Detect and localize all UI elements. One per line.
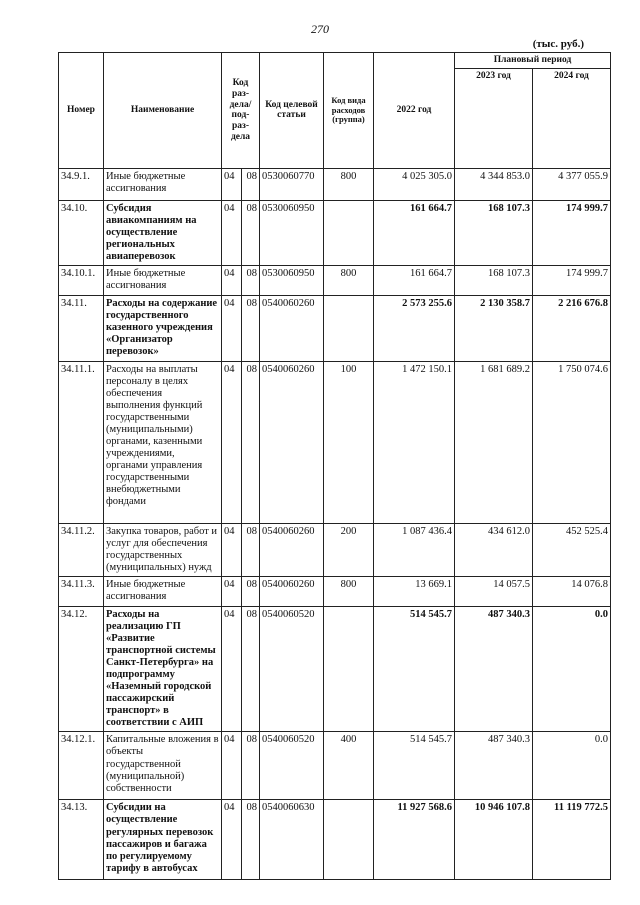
row-number: 34.11. — [59, 296, 104, 361]
row-amount-2024: 14 076.8 — [533, 576, 611, 606]
row-amount-2023: 4 344 853.0 — [455, 168, 533, 200]
row-amount-2023: 1 681 689.2 — [455, 361, 533, 523]
row-number: 34.12. — [59, 606, 104, 732]
row-amount-2023: 10 946 107.8 — [455, 800, 533, 880]
row-subsection-code: 08 — [242, 266, 260, 296]
header-year-2024: 2024 год — [533, 68, 611, 168]
row-subsection-code: 08 — [242, 168, 260, 200]
row-amount-2023: 487 340.3 — [455, 732, 533, 800]
row-amount-2022: 13 669.1 — [374, 576, 455, 606]
row-subsection-code: 08 — [242, 606, 260, 732]
header-year-2023: 2023 год — [455, 68, 533, 168]
row-expense-type: 800 — [324, 266, 374, 296]
row-number: 34.11.3. — [59, 576, 104, 606]
row-amount-2024: 452 525.4 — [533, 523, 611, 576]
row-expense-type — [324, 800, 374, 880]
row-section-code: 04 — [222, 576, 242, 606]
row-name: Субсидия авиакомпаниям на осуществление региональных авиаперевозок — [104, 200, 222, 265]
row-amount-2024: 11 119 772.5 — [533, 800, 611, 880]
row-amount-2022: 4 025 305.0 — [374, 168, 455, 200]
header-expense-type-code: Код вида расходов (группа) — [324, 53, 374, 169]
row-target-code: 0530060950 — [260, 200, 324, 265]
row-amount-2022: 2 573 255.6 — [374, 296, 455, 361]
row-number: 34.13. — [59, 800, 104, 880]
row-amount-2024: 174 999.7 — [533, 266, 611, 296]
row-expense-type — [324, 296, 374, 361]
row-name: Расходы на выплаты персоналу в целях обеспечения выполнения функций государственными (муниципальными) органами, казенными учреждениями, органами управления государственными внебюджетными фондами — [104, 361, 222, 523]
row-number: 34.10.1. — [59, 266, 104, 296]
row-expense-type: 800 — [324, 168, 374, 200]
table-row — [59, 732, 611, 800]
row-subsection-code: 08 — [242, 523, 260, 576]
row-number: 34.11.1. — [59, 361, 104, 523]
row-name: Капитальные вложения в объекты государственной (муниципальной) собственности — [104, 732, 222, 800]
row-number: 34.12.1. — [59, 732, 104, 800]
table-row — [59, 800, 611, 880]
row-amount-2022: 1 087 436.4 — [374, 523, 455, 576]
row-amount-2024: 4 377 055.9 — [533, 168, 611, 200]
row-amount-2023: 2 130 358.7 — [455, 296, 533, 361]
row-target-code: 0530060950 — [260, 266, 324, 296]
row-number: 34.11.2. — [59, 523, 104, 576]
row-expense-type — [324, 606, 374, 732]
row-target-code: 0540060260 — [260, 296, 324, 361]
budget-table — [58, 52, 611, 880]
table-row — [59, 576, 611, 606]
row-amount-2022: 1 472 150.1 — [374, 361, 455, 523]
row-target-code: 0540060520 — [260, 606, 324, 732]
page-number: 270 — [311, 22, 329, 36]
row-section-code: 04 — [222, 266, 242, 296]
row-section-code: 04 — [222, 523, 242, 576]
row-target-code: 0540060260 — [260, 576, 324, 606]
header-year-2022: 2022 год — [374, 53, 455, 169]
row-amount-2024: 2 216 676.8 — [533, 296, 611, 361]
row-amount-2023: 14 057.5 — [455, 576, 533, 606]
row-target-code: 0540060260 — [260, 361, 324, 523]
row-name: Субсидии на осуществление регулярных перевозок пассажиров и багажа по регулируемому тарифу в автобусах — [104, 800, 222, 880]
row-target-code: 0540060520 — [260, 732, 324, 800]
row-amount-2022: 161 664.7 — [374, 200, 455, 265]
row-amount-2024: 174 999.7 — [533, 200, 611, 265]
row-subsection-code: 08 — [242, 361, 260, 523]
row-name: Иные бюджетные ассигнования — [104, 168, 222, 200]
table-row — [59, 168, 611, 200]
table-row — [59, 523, 611, 576]
row-expense-type: 400 — [324, 732, 374, 800]
row-amount-2022: 11 927 568.6 — [374, 800, 455, 880]
header-name: Наименование — [104, 53, 222, 169]
header-planning-period: Плановый период — [455, 53, 611, 69]
row-amount-2023: 434 612.0 — [455, 523, 533, 576]
row-section-code: 04 — [222, 168, 242, 200]
row-section-code: 04 — [222, 200, 242, 265]
row-amount-2024: 0.0 — [533, 732, 611, 800]
row-target-code: 0540060630 — [260, 800, 324, 880]
table-row — [59, 606, 611, 732]
row-target-code: 0530060770 — [260, 168, 324, 200]
row-name: Расходы на содержание государственного казенного учреждения «Организатор перевозок» — [104, 296, 222, 361]
row-amount-2022: 514 545.7 — [374, 732, 455, 800]
row-name: Расходы на реализацию ГП «Развитие транспортной системы Санкт-Петербурга» на подпрограмму «Наземный городской пассажирский транспорт» в соответствии с АИП — [104, 606, 222, 732]
header-target-code: Код целевой статьи — [260, 53, 324, 169]
row-subsection-code: 08 — [242, 800, 260, 880]
header-number: Номер — [59, 53, 104, 169]
row-number: 34.9.1. — [59, 168, 104, 200]
row-number: 34.10. — [59, 200, 104, 265]
row-section-code: 04 — [222, 606, 242, 732]
row-amount-2022: 514 545.7 — [374, 606, 455, 732]
row-amount-2023: 168 107.3 — [455, 200, 533, 265]
row-amount-2024: 1 750 074.6 — [533, 361, 611, 523]
row-name: Иные бюджетные ассигнования — [104, 576, 222, 606]
row-expense-type: 200 — [324, 523, 374, 576]
row-amount-2023: 168 107.3 — [455, 266, 533, 296]
row-amount-2024: 0.0 — [533, 606, 611, 732]
row-subsection-code: 08 — [242, 732, 260, 800]
row-subsection-code: 08 — [242, 576, 260, 606]
row-name: Иные бюджетные ассигнования — [104, 266, 222, 296]
table-row — [59, 361, 611, 523]
row-target-code: 0540060260 — [260, 523, 324, 576]
table-row — [59, 200, 611, 265]
row-section-code: 04 — [222, 800, 242, 880]
row-amount-2022: 161 664.7 — [374, 266, 455, 296]
row-amount-2023: 487 340.3 — [455, 606, 533, 732]
row-expense-type — [324, 200, 374, 265]
table-body — [59, 168, 611, 880]
row-section-code: 04 — [222, 361, 242, 523]
row-subsection-code: 08 — [242, 200, 260, 265]
row-section-code: 04 — [222, 296, 242, 361]
row-name: Закупка товаров, работ и услуг для обеспечения государственных (муниципальных) нужд — [104, 523, 222, 576]
row-expense-type: 800 — [324, 576, 374, 606]
row-expense-type: 100 — [324, 361, 374, 523]
header-section-code: Код раз-дела/ под-раз-дела — [222, 53, 260, 169]
units-label: (тыс. руб.) — [532, 38, 584, 50]
table-row — [59, 296, 611, 361]
row-section-code: 04 — [222, 732, 242, 800]
table-row — [59, 266, 611, 296]
table-header — [59, 53, 611, 169]
row-subsection-code: 08 — [242, 296, 260, 361]
